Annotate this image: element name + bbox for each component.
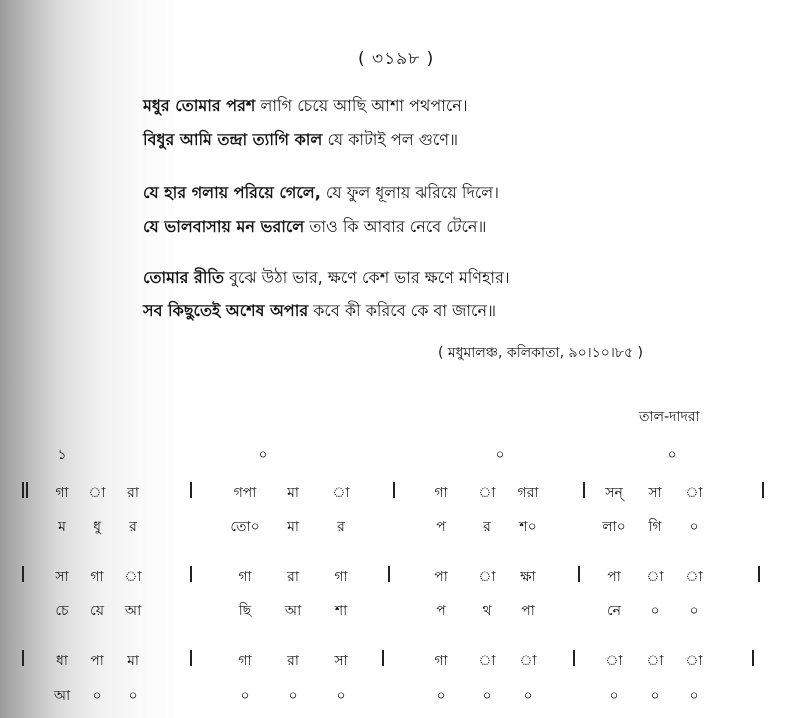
syllable: ০	[436, 688, 446, 704]
beat-marker: ১	[57, 447, 67, 463]
syllable: লা০	[602, 519, 626, 535]
syllable: তো০	[230, 519, 260, 535]
barline	[388, 566, 390, 582]
syllable: ০	[523, 688, 533, 704]
note: গা	[434, 485, 448, 501]
note: মা	[127, 653, 139, 669]
syllable: ছি	[238, 603, 252, 619]
syllable: ০	[482, 688, 492, 704]
barline	[573, 650, 575, 666]
note: গা	[55, 485, 69, 501]
lyric-lead: মধুর তোমার পরশ	[143, 96, 256, 115]
barline	[190, 482, 192, 498]
syllable: ০	[92, 688, 102, 704]
citation: ( মধুমালঞ্চ, কলিকাতা, ৯০।১০।৮৫ )	[438, 345, 643, 361]
syllable: ০	[689, 603, 699, 619]
note: া	[124, 569, 142, 585]
syllable: আ	[53, 688, 71, 704]
syllable: ০	[609, 688, 619, 704]
syllable: প	[436, 603, 446, 619]
tala-label: তাল-দাদরা	[639, 409, 700, 425]
note: রা	[287, 653, 299, 669]
note: া	[685, 653, 703, 669]
note: পা	[90, 653, 104, 669]
lyric-rest: লাগি চেয়ে আছি আশা পথপানে।	[255, 96, 468, 115]
note: গা	[434, 653, 448, 669]
barline	[583, 482, 585, 498]
beat-marker: ০	[495, 447, 505, 463]
syllable: ম	[58, 519, 66, 535]
syllable: শা	[334, 603, 348, 619]
lyric-lead: বিধুর আমি তন্দ্রা ত্যাগি কাল	[143, 130, 323, 149]
syllable: ০	[689, 519, 699, 535]
lyric-lead: তোমার রীতি	[143, 268, 224, 287]
syllable: মা	[287, 519, 299, 535]
barline	[382, 650, 384, 666]
note: া	[478, 485, 496, 501]
note: গা	[238, 653, 252, 669]
barline	[578, 566, 580, 582]
beat-marker: ০	[667, 447, 677, 463]
barline	[393, 482, 395, 498]
syllable: ০	[128, 688, 138, 704]
note: ধা	[56, 653, 68, 669]
note: পা	[607, 569, 621, 585]
note: া	[519, 653, 537, 669]
syllable: ০	[336, 688, 346, 704]
lyric-lead: সব কিছুতেই অশেষ অপার	[143, 301, 309, 320]
note: সন্	[605, 485, 623, 501]
lyric-lead: যে হার গলায় পরিয়ে গেলে,	[143, 183, 321, 202]
beat-marker: ০	[258, 447, 268, 463]
note: া	[605, 653, 623, 669]
syllable: র	[483, 519, 491, 535]
note: ক্ষা	[520, 569, 536, 585]
syllable: য়ে	[90, 603, 104, 619]
lyric-rest: যে ফুল ধূলায় ঝরিয়ে দিলে।	[320, 183, 499, 202]
note: া	[478, 569, 496, 585]
barline	[22, 566, 24, 582]
syllable: নে	[606, 603, 622, 619]
syllable: র	[337, 519, 345, 535]
lyric-rest: তাও কি আবার নেবে টেনে॥	[304, 217, 487, 236]
syllable: প	[436, 519, 446, 535]
barline	[190, 650, 192, 666]
lyric-lead: যে ভালবাসায় মন ভরালে	[143, 217, 305, 236]
note: সা	[334, 653, 348, 669]
note: গপা	[233, 485, 257, 501]
note: সা	[648, 485, 662, 501]
note: গা	[334, 569, 348, 585]
note: গরা	[517, 485, 539, 501]
syllable: গি	[648, 519, 662, 535]
note: সা	[55, 569, 69, 585]
syllable: থ	[482, 603, 492, 619]
note: রা	[127, 485, 139, 501]
barline	[758, 566, 760, 582]
barline	[190, 566, 192, 582]
note: পা	[434, 569, 448, 585]
syllable: ০	[650, 603, 660, 619]
syllable: আ	[284, 603, 302, 619]
lyric-rest: বুঝে উঠা ভার, ক্ষণে কেশ ভার ক্ষণে মণিহার।	[224, 268, 510, 287]
barline	[22, 482, 28, 498]
syllable: শ০	[519, 519, 537, 535]
note: া	[478, 653, 496, 669]
note: গা	[90, 569, 104, 585]
syllable: ০	[689, 688, 699, 704]
syllable: চে	[55, 603, 69, 619]
note: া	[685, 485, 703, 501]
syllable: ০	[240, 688, 250, 704]
note: া	[685, 569, 703, 585]
lyric-rest: কবে কী করিবে কে বা জানে॥	[308, 301, 497, 320]
barline	[762, 482, 764, 498]
barline	[752, 650, 754, 666]
note: া	[646, 653, 664, 669]
song-number: ( ৩১৯৮ )	[358, 49, 435, 69]
note: মা	[287, 485, 299, 501]
syllable: পা	[521, 603, 535, 619]
note: া	[646, 569, 664, 585]
note: গা	[238, 569, 252, 585]
note: া	[332, 485, 350, 501]
lyric-rest: যে কাটাই পল গুণে॥	[322, 130, 459, 149]
syllable: ধু	[93, 519, 101, 535]
syllable: ০	[288, 688, 298, 704]
syllable: র	[129, 519, 137, 535]
note: া	[88, 485, 106, 501]
note: রা	[287, 569, 299, 585]
syllable: ০	[650, 688, 660, 704]
barline	[22, 650, 24, 666]
syllable: আ	[124, 603, 142, 619]
